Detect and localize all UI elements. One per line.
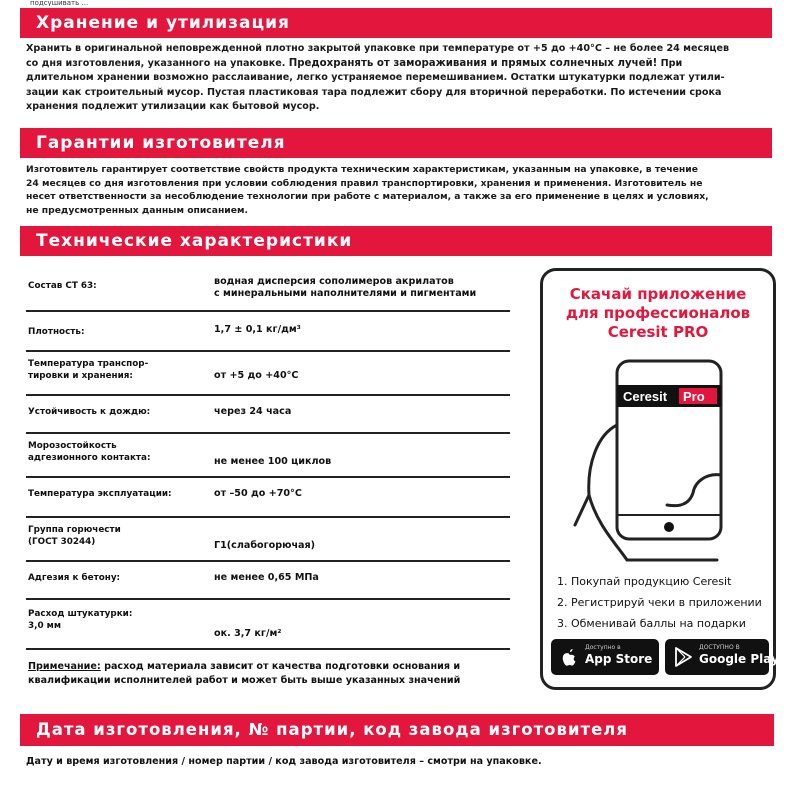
warranty-line: несет ответственности за несоблюдение технологии при работе с материалом, а также за его применение в целях и условиях, (26, 191, 709, 202)
promo-step: 1. Покупай продукцию Ceresit (557, 575, 732, 588)
storage-line-part: со дня изготовления, указанного на упаковке. (26, 57, 286, 69)
tech-row-adhesion (26, 560, 510, 600)
tech-row-density (26, 310, 510, 352)
tech-label (28, 358, 148, 382)
tech-row-transport-temp (26, 350, 510, 396)
tech-label (28, 608, 132, 632)
google-play-icon (672, 646, 694, 668)
promo-steps (557, 571, 771, 634)
tech-label (28, 326, 84, 338)
tech-value (214, 628, 282, 640)
google-play-small-label: ДОСТУПНО В (699, 644, 740, 651)
tech-label-line: Адгезия к бетону: (28, 573, 121, 583)
tech-label-line: Морозостойкость (28, 441, 117, 451)
tech-value-line: от –50 до +70°С (214, 488, 302, 499)
tech-value-line: ок. 3,7 кг/м² (214, 628, 282, 639)
tech-section-header (20, 226, 772, 256)
tech-label-line: Устойчивость к дождю: (28, 407, 151, 417)
promo-title-line: для профессионалов (565, 304, 751, 322)
tech-value-line: не менее 0,65 МПа (214, 572, 319, 583)
tech-label (28, 488, 172, 500)
tech-label-line: адгезионного контакта: (28, 453, 151, 463)
tech-label-line: тировки и хранения: (28, 371, 133, 381)
storage-line: Хранить в оригинальной неповрежденной плотно закрытой упаковке при температуре от +5 до +40°С – не более 24 месяцев (26, 43, 730, 54)
top-cut-text: подсушивать ... (30, 0, 89, 6)
note-line: квалификации исполнителей работ и может быть выше указанных значений (28, 675, 461, 686)
app-store-small-label: Доступно в (585, 644, 621, 651)
warranty-line: Изготовитель гарантирует соответствие свойств продукта техническим характеристикам, указанным на упаковке, в течение (26, 164, 698, 175)
promo-title-line: Ceresit PRO (607, 323, 709, 341)
warranty-text (26, 163, 772, 217)
tech-label (28, 572, 120, 584)
tech-label (28, 440, 150, 464)
tech-row-rain (26, 394, 510, 434)
tech-label-line: Группа горючести (28, 525, 121, 535)
tech-label-line: Температура транспор- (28, 359, 149, 369)
storage-line-part: При (660, 57, 683, 69)
storage-title: Хранение и утилизация (36, 13, 290, 33)
storage-line: длительном хранении возможно расслаивание, легко устраняемое перемешиванием. Остатки штукатурки подлежат утили- (26, 72, 725, 83)
tech-value-line: водная дисперсия сополимеров акрилатов (214, 276, 454, 287)
date-section-header (20, 714, 774, 746)
promo-title-line: Скачай приложение (569, 285, 747, 303)
ceresit-pro-promo (540, 268, 779, 690)
tech-value-line: Г1(слабогорючая) (214, 540, 316, 551)
warranty-line: 24 месяцев со дня изготовления при условии соблюдения правил транспортировки, хранения и применения. Изготовитель не (26, 177, 703, 189)
storage-section-header (20, 8, 772, 38)
warranty-section-header (20, 128, 772, 158)
note-line (28, 660, 512, 674)
tech-value (214, 406, 291, 418)
tech-value (214, 324, 301, 336)
tech-row-frost (26, 432, 510, 478)
tech-value (214, 276, 476, 300)
date-title: Дата изготовления, № партии, код завода изготовителя (36, 720, 628, 739)
tech-value (214, 572, 319, 584)
storage-line: зации как строительный мусор. Пустая пластиковая тара подлежит сбору для вторичной переработки. По истечении срока (26, 86, 722, 98)
tech-note (28, 660, 512, 688)
tech-label-line: Температура эксплуатации: (28, 489, 172, 499)
note-text: расход материала зависит от качества подготовки основания и (104, 661, 461, 672)
google-play-button[interactable] (665, 639, 779, 675)
storage-warning: Предохранять от замораживания и прямых солнечных лучей! (288, 57, 658, 69)
tech-label-line: Расход штукатурки: (28, 609, 133, 619)
tech-row-composition (26, 272, 510, 312)
tech-value (214, 488, 302, 500)
tech-row-flammability (26, 516, 510, 562)
tech-label-line: Состав СТ 63: (28, 281, 97, 291)
promo-step: 2. Регистрируй чеки в приложении (557, 596, 762, 609)
phone-badge-text: Pro (683, 389, 705, 404)
phone-home-button-icon (664, 522, 674, 532)
tech-value (214, 456, 331, 468)
tech-value-line: через 24 часа (214, 406, 292, 417)
tech-value-line: с минеральными наполнителями и пигментами (214, 288, 477, 299)
phone-brand-text: Ceresit (623, 389, 668, 404)
phone-hand-illustration (567, 355, 751, 565)
date-text: Дату и время изготовления / номер партии / код завода изготовителя – смотри на упаковке. (26, 756, 542, 767)
tech-value-line: от +5 до +40°С (214, 370, 299, 381)
promo-step: 3. Обменивай баллы на подарки (557, 617, 746, 630)
tech-row-operating-temp (26, 476, 510, 518)
tech-row-consumption (26, 598, 510, 650)
tech-value (214, 540, 315, 552)
tech-title: Технические характеристики (36, 231, 353, 251)
tech-label-line: 3,0 мм (28, 621, 62, 631)
google-play-label: Google Play (699, 652, 779, 666)
tech-label (28, 524, 121, 548)
app-store-button[interactable] (551, 639, 659, 675)
promo-title (543, 285, 773, 342)
storage-line (26, 57, 772, 72)
tech-label (28, 406, 150, 418)
storage-line: хранения подлежит утилизации как бытовой мусор. (26, 101, 320, 112)
tech-value-line: 1,7 ± 0,1 кг/дм³ (214, 324, 301, 335)
storage-text (26, 42, 772, 115)
tech-label (28, 280, 97, 292)
tech-value-line: не менее 100 циклов (214, 456, 332, 467)
apple-icon (558, 646, 580, 668)
warranty-line: не предусмотренных данным описанием. (26, 204, 248, 216)
note-label: Примечание: (28, 661, 101, 672)
tech-label-line: (ГОСТ 30244) (28, 537, 96, 547)
tech-label-line: Плотность: (28, 327, 85, 337)
app-store-label: App Store (585, 652, 653, 666)
warranty-title: Гарантии изготовителя (36, 133, 286, 153)
tech-value (214, 370, 298, 382)
